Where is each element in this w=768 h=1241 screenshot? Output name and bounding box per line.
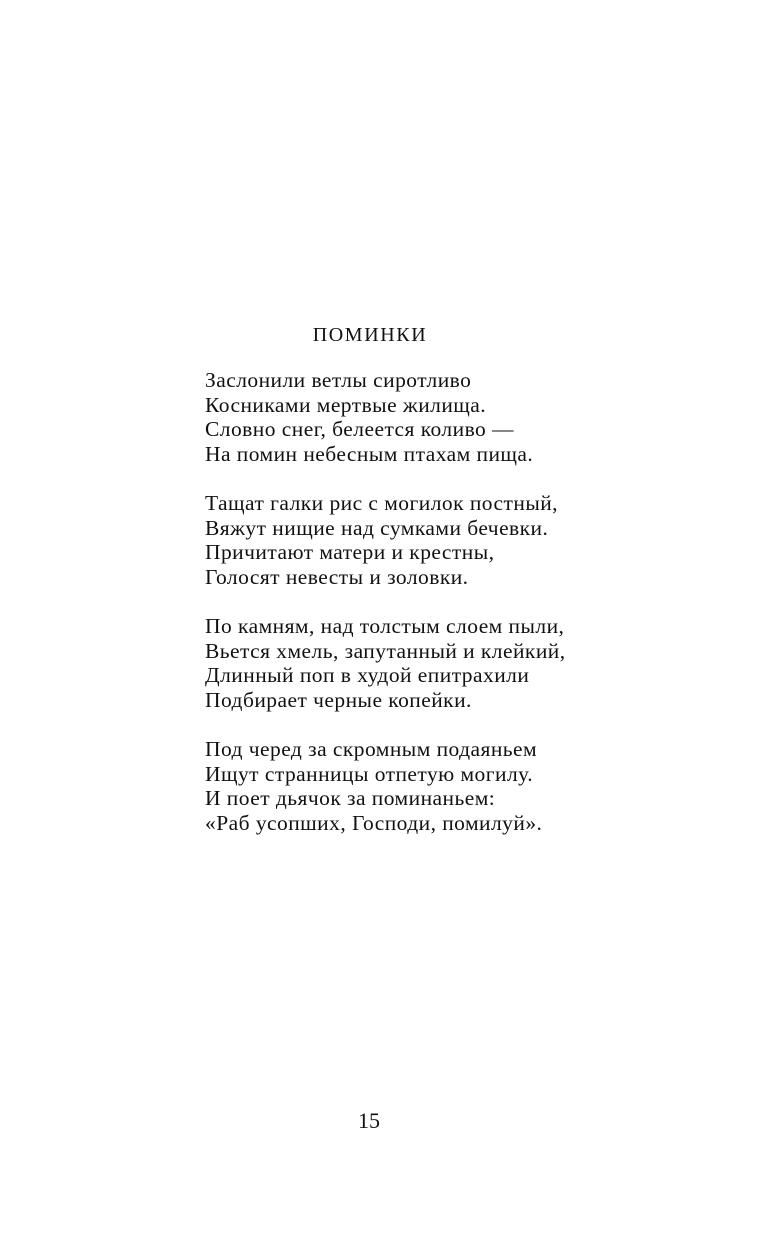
stanza-1 [205,368,725,466]
poem-line: Ищут странницы отпетую могилу. [205,761,534,786]
poem-line: Словно снег, белеется коливо — [205,417,514,441]
poem-line: Заслонили ветлы сиротливо [205,368,472,392]
poem-line: Подбирает черные копейки. [205,687,472,712]
stanza-4 [205,737,725,835]
poem-line: Причитают матери и крестны, [205,540,495,564]
poem-line: Косниками мертвые жилища. [205,392,487,417]
poem-line: И поет дьячок за поминаньем: [205,786,496,810]
poem-body [205,368,725,860]
poem-line: Голосят невесты и золовки. [205,564,469,589]
poem-line: «Раб усопших, Господи, помилуй». [205,810,543,835]
poem-line: Длинный поп в худой епитрахили [205,663,530,687]
poem-line: По камням, над толстым слоем пыли, [205,614,565,638]
poem-title: ПОМИНКИ [312,324,428,346]
poem-line: Под черед за скромным подаяньем [205,737,538,761]
stanza-3 [205,614,725,712]
page-number: 15 [358,1108,380,1133]
poem-line: На помин небесным птахам пища. [205,441,534,466]
poem-line: Вьется хмель, запутанный и клейкий, [205,638,566,663]
poem-line: Тащат галки рис с могилок постный, [205,491,558,515]
stanza-2 [205,491,725,589]
poem-line: Вяжут нищие над сумками бечевки. [205,515,549,540]
